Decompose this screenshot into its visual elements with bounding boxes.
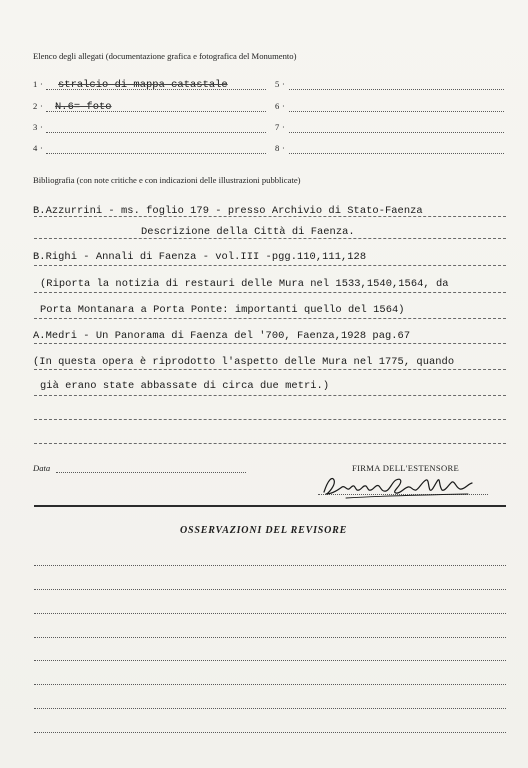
- ruled-line: [34, 732, 506, 733]
- bibliografia-line: B.Azzurrini - ms. foglio 179 - presso Archivio di Stato-Faenza: [33, 205, 423, 217]
- allegato-number: 1: [33, 79, 38, 89]
- ruled-line: [34, 318, 506, 319]
- ruled-line: [34, 613, 506, 614]
- ruled-line: [34, 589, 506, 590]
- ruled-line: [34, 565, 506, 566]
- ruled-line: [34, 637, 506, 638]
- allegato-number: 2: [33, 101, 38, 111]
- allegato-number: 7: [275, 122, 280, 132]
- ruled-line: [34, 292, 506, 293]
- bullet-dot: ·: [40, 122, 43, 132]
- ruled-line: [34, 343, 506, 344]
- bullet-dot: ·: [282, 143, 285, 153]
- bibliografia-line: Descrizione della Città di Faenza.: [141, 226, 355, 238]
- allegato-line: [289, 89, 504, 90]
- allegato-line: [46, 132, 266, 133]
- bibliografia-line: già erano state abbassate di circa due metri.): [40, 380, 330, 392]
- bullet-dot: ·: [40, 143, 43, 153]
- data-line: [56, 472, 246, 473]
- section-divider: [34, 505, 506, 507]
- bibliografia-line: (Riporta la notizia di restauri delle Mura nel 1533,1540,1564, da: [40, 278, 449, 290]
- data-label: Data: [33, 463, 51, 473]
- bibliografia-line: A.Medri - Un Panorama di Faenza del '700, Faenza,1928 pag.67: [33, 330, 411, 342]
- allegato-number: 4: [33, 143, 38, 153]
- ruled-line: [34, 395, 506, 396]
- bibliografia-line: B.Righi - Annali di Faenza - vol.III -pgg.110,111,128: [33, 251, 367, 263]
- allegato-value: stralcio di mappa catastale: [58, 79, 228, 91]
- bibliografia-heading: Bibliografia (con note critiche e con indicazioni delle illustrazioni pubblicate): [33, 175, 301, 185]
- allegato-line: [289, 111, 504, 112]
- allegato-number: 8: [275, 143, 280, 153]
- allegato-number: 3: [33, 122, 38, 132]
- allegato-line: [46, 153, 266, 154]
- ruled-line: [34, 369, 506, 370]
- bullet-dot: ·: [40, 101, 43, 111]
- ruled-line: [34, 660, 506, 661]
- allegato-value: N.6= foto: [55, 101, 112, 113]
- allegato-number: 5: [275, 79, 280, 89]
- bullet-dot: ·: [282, 101, 285, 111]
- osservazioni-heading: OSSERVAZIONI DEL REVISORE: [180, 525, 348, 536]
- allegato-number: 6: [275, 101, 280, 111]
- bullet-dot: ·: [282, 122, 285, 132]
- ruled-line: [34, 419, 506, 420]
- ruled-line: [34, 265, 506, 266]
- ruled-line: [34, 238, 506, 239]
- bibliografia-line: Porta Montanara a Porta Ponte: importanti quello del 1564): [40, 304, 405, 316]
- handwritten-signature: [318, 472, 488, 500]
- allegato-line: [289, 132, 504, 133]
- allegato-line: [289, 153, 504, 154]
- bullet-dot: ·: [40, 79, 43, 89]
- bullet-dot: ·: [282, 79, 285, 89]
- allegati-heading: Elenco degli allegati (documentazione grafica e fotografica del Monumento): [33, 51, 297, 61]
- ruled-line: [34, 443, 506, 444]
- ruled-line: [34, 684, 506, 685]
- bibliografia-line: (In questa opera è riprodotto l'aspetto delle Mura nel 1775, quando: [33, 356, 455, 368]
- ruled-line: [34, 708, 506, 709]
- firma-label: FIRMA DELL'ESTENSORE: [352, 463, 460, 473]
